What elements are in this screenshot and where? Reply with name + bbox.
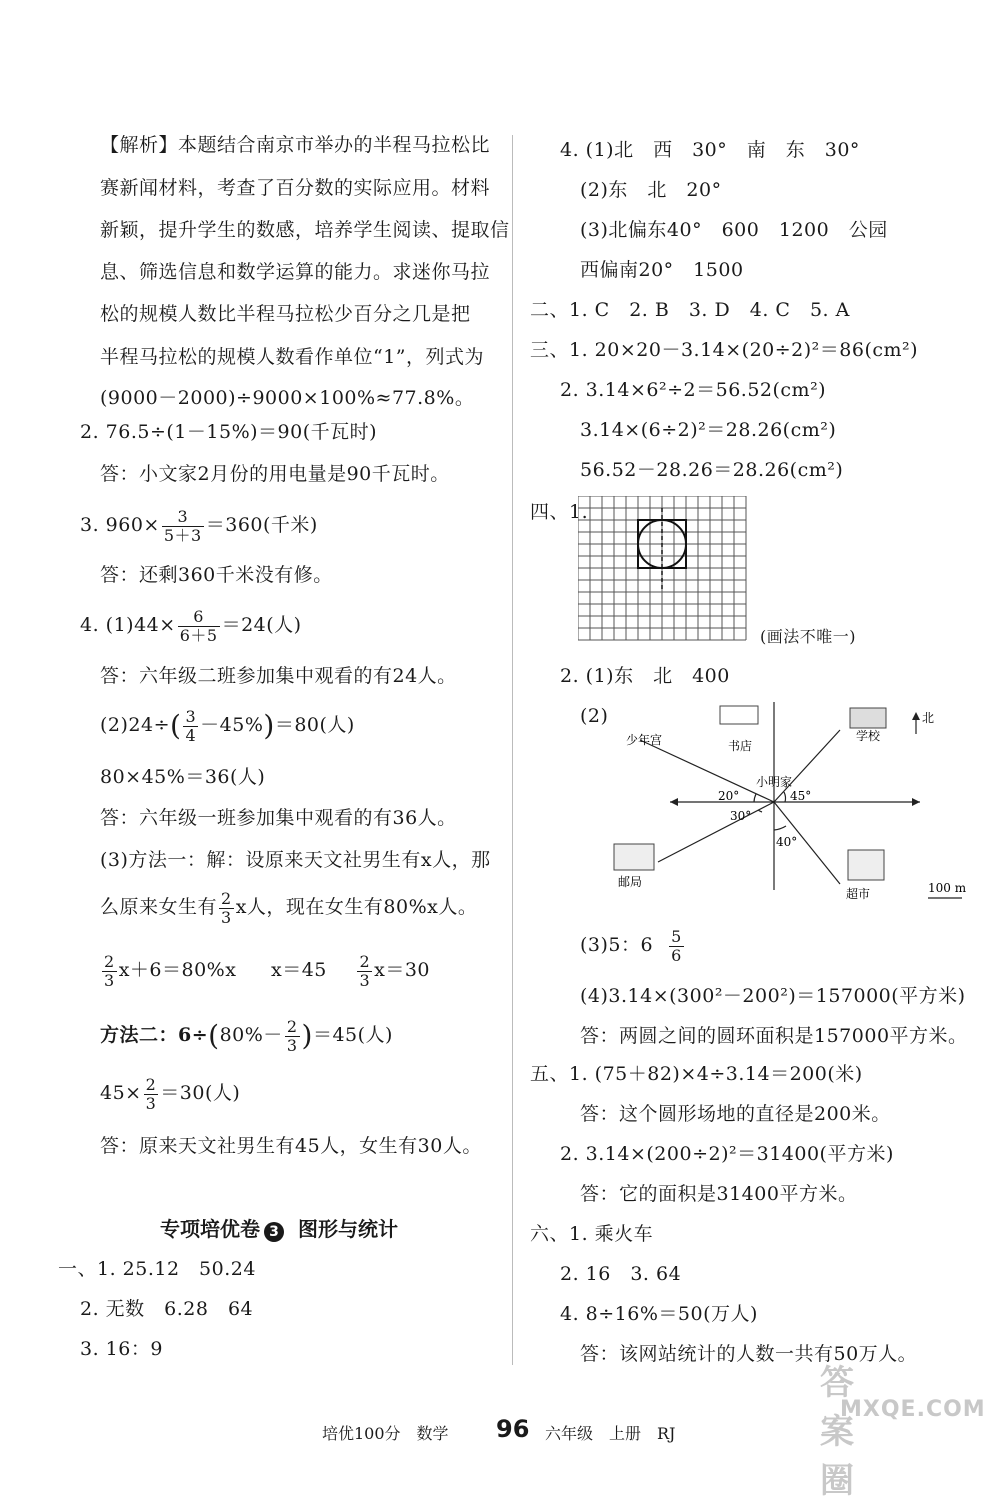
post-office-label: 邮局 [618, 875, 643, 889]
r-line-12: (2) [580, 705, 609, 727]
ray-post-office [658, 802, 774, 862]
page-number: 96 [496, 1415, 530, 1443]
q4-1-answer: 答：六年级二班参加集中观看的有24人。 [100, 665, 457, 687]
youth-palace-label: 少年宫 [626, 733, 663, 747]
r-line-18: 2. 3.14×(200÷2)²＝31400(平方米) [560, 1143, 894, 1165]
r-line-10: 四、1. [530, 501, 589, 523]
analysis-line-1: 【解析】本题结合南京市举办的半程马拉松比 [100, 134, 491, 156]
q2-answer: 答：小文家2月份的用电量是90千瓦时。 [100, 463, 450, 485]
home-label: 小明家 [756, 775, 793, 789]
watermark-line-1: 答案圈 [820, 1363, 856, 1501]
q3-answer: 答：还剩360千米没有修。 [100, 564, 333, 586]
r-line-14: (4)3.14×(300²－200²)＝157000(平方米) [580, 985, 966, 1007]
r-line-22: 4. 8÷16%＝50(万人) [560, 1303, 758, 1325]
school-icon [850, 708, 886, 728]
grid-note: (画法不唯一) [760, 627, 856, 646]
r-line-2: (2)东 北 20° [580, 179, 722, 201]
column-divider [512, 135, 513, 1365]
q3-equation: 3. 960× $\frac{3}{5+3}$ ＝360(千米) [80, 506, 318, 545]
r-line-4: 西偏南20° 1500 [580, 259, 744, 281]
angle-45-label: 45° [790, 789, 812, 803]
r-line-9: 56.52－28.26＝28.26(cm²) [580, 459, 844, 481]
analysis-line-6: 半程马拉松的规模人数看作单位“1”，列式为 [100, 346, 485, 368]
analysis-line-5: 松的规模人数比半程马拉松少百分之几是把 [100, 303, 471, 325]
r-line-23: 答：该网站统计的人数一共有50万人。 [580, 1343, 918, 1365]
analysis-line-7: (9000－2000)÷9000×100%≈77.8%。 [100, 387, 475, 409]
watermark-line-2: MXQE.COM [840, 1397, 986, 1422]
r-line-11: 2. (1)东 北 400 [560, 665, 730, 687]
q4-3-method2: 方法二：6÷(80%－ $\frac{2}{3}$ )＝45(人) [100, 1016, 393, 1055]
post-office-icon [614, 844, 654, 870]
q4-2-equation: (2)24÷( $\frac{3}{4}$ －45%)＝80(人) [100, 706, 355, 745]
s3-answer: 3. 16：9 [80, 1338, 163, 1360]
r-line-19: 答：它的面积是31400平方米。 [580, 1183, 858, 1205]
analysis-line-4: 息、筛选信息和数学运算的能力。求迷你马拉 [100, 261, 491, 283]
ray-youth-palace [640, 740, 774, 802]
r-line-8: 3.14×(6÷2)²＝28.26(cm²) [580, 419, 837, 441]
q4-3-final-answer: 答：原来天文社男生有45人，女生有30人。 [100, 1135, 482, 1157]
angle-30-label: 30° [730, 809, 752, 823]
r-line-1: 4. (1)北 西 30° 南 东 30° [560, 139, 860, 161]
scale-label: 100 m [928, 881, 967, 895]
footer-right: 六年级 上册 RJ [545, 1424, 676, 1443]
angle-20-label: 20° [718, 789, 740, 803]
r-line-17: 答：这个圆形场地的直径是200米。 [580, 1103, 891, 1125]
q4-2-calc: 80×45%＝36(人) [100, 766, 266, 788]
section-title: 专项培优卷 3 图形与统计 [160, 1217, 398, 1241]
q4-3-equation-row: $\frac{2}{3}$ x＋6＝80%x x＝45 $\frac{2}{3}$ x＝30 [104, 951, 431, 990]
q4-3-method1-line2: 么原来女生有 $\frac{2}{3}$ x人，现在女生有80%x人。 [100, 888, 478, 927]
r-line-21: 2. 16 3. 64 [560, 1263, 682, 1285]
q2-equation: 2. 76.5÷(1－15%)＝90(千瓦时) [80, 421, 378, 443]
r-line-13: (3)5：6 $\frac{5}{6}$ [580, 926, 682, 965]
bookstore-label: 书店 [728, 739, 753, 753]
analysis-line-3: 新颖，提升学生的数感，培养学生阅读、提取信 [100, 219, 510, 241]
r-line-7: 2. 3.14×6²÷2＝56.52(cm²) [560, 379, 827, 401]
analysis-line-2: 赛新闻材料，考查了百分数的实际应用。材料 [100, 177, 491, 199]
direction-map [600, 700, 970, 910]
grid-figure [578, 496, 758, 646]
r-line-5: 二、1. C 2. B 3. D 4. C 5. A [530, 299, 850, 321]
r-line-20: 六、1. 乘火车 [530, 1223, 654, 1245]
footer-left: 培优100分 数学 [322, 1424, 449, 1443]
north-label: 北 [922, 711, 935, 725]
angle-40-label: 40° [776, 835, 798, 849]
supermarket-label: 超市 [846, 887, 871, 901]
q4-1-equation: 4. (1)44× $\frac{6}{6+5}$ ＝24(人) [80, 606, 302, 645]
school-label: 学校 [856, 729, 881, 743]
s1-answer: 一、1. 25.12 50.24 [58, 1258, 256, 1280]
section-number-badge: 3 [264, 1222, 284, 1242]
r-line-3: (3)北偏东40° 600 1200 公园 [580, 219, 888, 241]
q4-2-answer: 答：六年级一班参加集中观看的有36人。 [100, 807, 457, 829]
supermarket-icon [848, 850, 884, 880]
q4-3-method2-calc: 45× $\frac{2}{3}$ ＝30(人) [100, 1074, 241, 1113]
s2-answer: 2. 无数 6.28 64 [80, 1298, 254, 1320]
r-line-16: 五、1. (75＋82)×4÷3.14＝200(米) [530, 1063, 863, 1085]
r-line-15: 答：两圆之间的圆环面积是157000平方米。 [580, 1025, 968, 1047]
bookstore-icon [720, 706, 758, 724]
r-line-6: 三、1. 20×20－3.14×(20÷2)²＝86(cm²) [530, 339, 919, 361]
q4-3-method1-line1: (3)方法一：解：设原来天文社男生有x人，那 [100, 849, 491, 871]
